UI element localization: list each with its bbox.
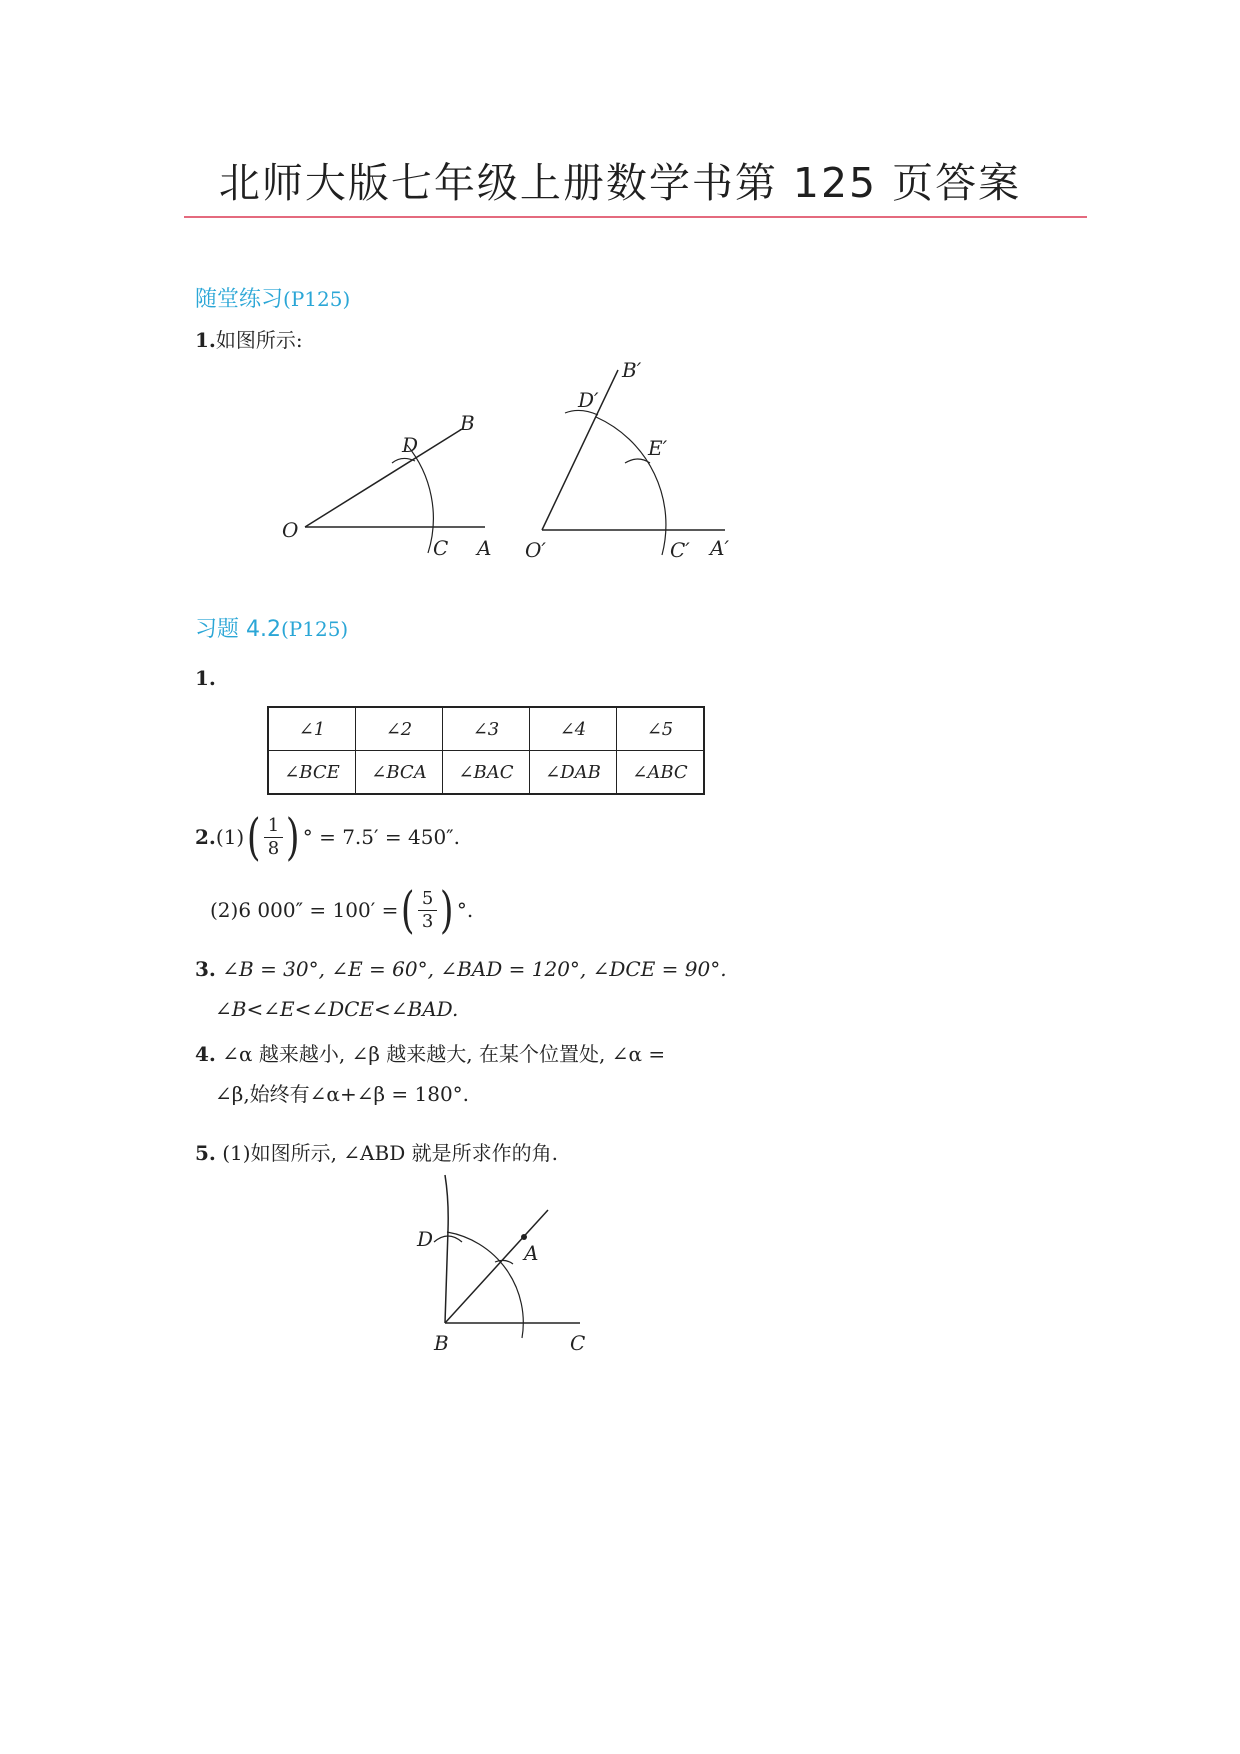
table-cell: ∠ABC <box>617 751 705 795</box>
question-number: 4. <box>195 1042 216 1066</box>
fraction: ( $\frac{5}{3}$ ) <box>401 881 454 939</box>
section-page-ref: (P125) <box>283 287 351 311</box>
label-a: A <box>524 1241 539 1265</box>
label-a: A <box>477 536 492 560</box>
question-3-line-1 <box>195 957 727 981</box>
fraction-denominator: 3 <box>421 910 434 932</box>
question-number: 1. <box>195 328 216 352</box>
section-heading-exercise <box>195 612 348 643</box>
fraction-numerator: 5 <box>418 888 437 911</box>
question-2-part-1 <box>195 808 461 866</box>
fraction: ( $\frac{1}{8}$ ) <box>247 808 300 866</box>
question-number: 2. <box>195 825 216 849</box>
question-text: ∠α 越来越小, ∠β 越来越大, 在某个位置处, ∠α = <box>222 1042 666 1066</box>
label-b: B <box>434 1331 449 1355</box>
part-prefix: (1) <box>215 825 245 849</box>
ray-ba <box>445 1210 548 1323</box>
ray-bd <box>445 1175 448 1323</box>
label-c: C <box>570 1331 586 1355</box>
table-cell: ∠4 <box>530 707 617 751</box>
question-4-line-2: ∠β,始终有∠α+∠β = 180°. <box>215 1082 470 1106</box>
table-cell: ∠DAB <box>530 751 617 795</box>
point-a <box>521 1234 527 1240</box>
angle-construction-figure-1 <box>270 405 500 565</box>
part-suffix: °. <box>456 898 474 922</box>
section-heading-text: 随堂练习 <box>195 287 284 312</box>
question-3-line-2: ∠B<∠E<∠DCE<∠BAD. <box>215 997 459 1021</box>
fraction-numerator: 1 <box>264 815 283 838</box>
label-d-prime: D′ <box>578 388 599 412</box>
ray-ob <box>305 429 462 527</box>
section-page-ref: (P125) <box>280 617 349 641</box>
table-cell: ∠BCA <box>356 751 443 795</box>
table-cell: ∠BAC <box>443 751 530 795</box>
label-e-prime: E′ <box>648 436 668 460</box>
question-number: 1. <box>195 666 216 690</box>
table-cell: ∠5 <box>617 707 705 751</box>
label-o: O <box>282 518 299 542</box>
angle-answer-table <box>267 706 705 795</box>
arc-construction <box>447 1232 523 1338</box>
label-a-prime: A′ <box>710 536 729 560</box>
part-suffix: ° = 7.5′ = 450″. <box>302 825 461 849</box>
table-cell: ∠BCE <box>268 751 356 795</box>
question-4-line-1 <box>195 1038 665 1067</box>
table-header-row <box>268 707 704 751</box>
table-cell: ∠2 <box>356 707 443 751</box>
table-cell: ∠3 <box>443 707 530 751</box>
angle-construction-figure-3 <box>410 1170 600 1355</box>
section-heading-practice <box>195 282 350 313</box>
angle-construction-figure-2 <box>520 355 750 570</box>
table-cell: ∠1 <box>268 707 356 751</box>
label-d: D <box>402 433 419 457</box>
label-b: B <box>460 411 475 435</box>
section-heading-text: 习题 4.2 <box>195 617 281 642</box>
arc-mark-mid <box>495 1260 513 1264</box>
question-number: 3. <box>195 957 216 981</box>
table-row <box>268 751 704 795</box>
label-c-prime: C′ <box>670 538 690 562</box>
question-text: ∠B = 30°, ∠E = 60°, ∠BAD = 120°, ∠DCE = 90°. <box>222 957 727 981</box>
question-1-practice <box>195 324 303 353</box>
question-text: 如图所示: <box>215 328 303 352</box>
part-prefix: (2)6 000″ = 100′ = <box>210 898 399 922</box>
question-5 <box>195 1137 558 1166</box>
page-title: 北师大版七年级上册数学书第 125 页答案 <box>218 159 1022 207</box>
question-2-part-2 <box>210 881 474 939</box>
label-o-prime: O′ <box>525 538 546 562</box>
title-divider <box>184 216 1087 218</box>
question-1-exercise <box>195 666 216 690</box>
question-text: (1)如图所示, ∠ABD 就是所求作的角. <box>222 1141 558 1165</box>
question-number: 5. <box>195 1141 216 1165</box>
label-c: C <box>433 536 449 560</box>
label-d: D <box>417 1227 434 1251</box>
label-b-prime: B′ <box>622 358 642 382</box>
fraction-denominator: 8 <box>267 837 280 859</box>
